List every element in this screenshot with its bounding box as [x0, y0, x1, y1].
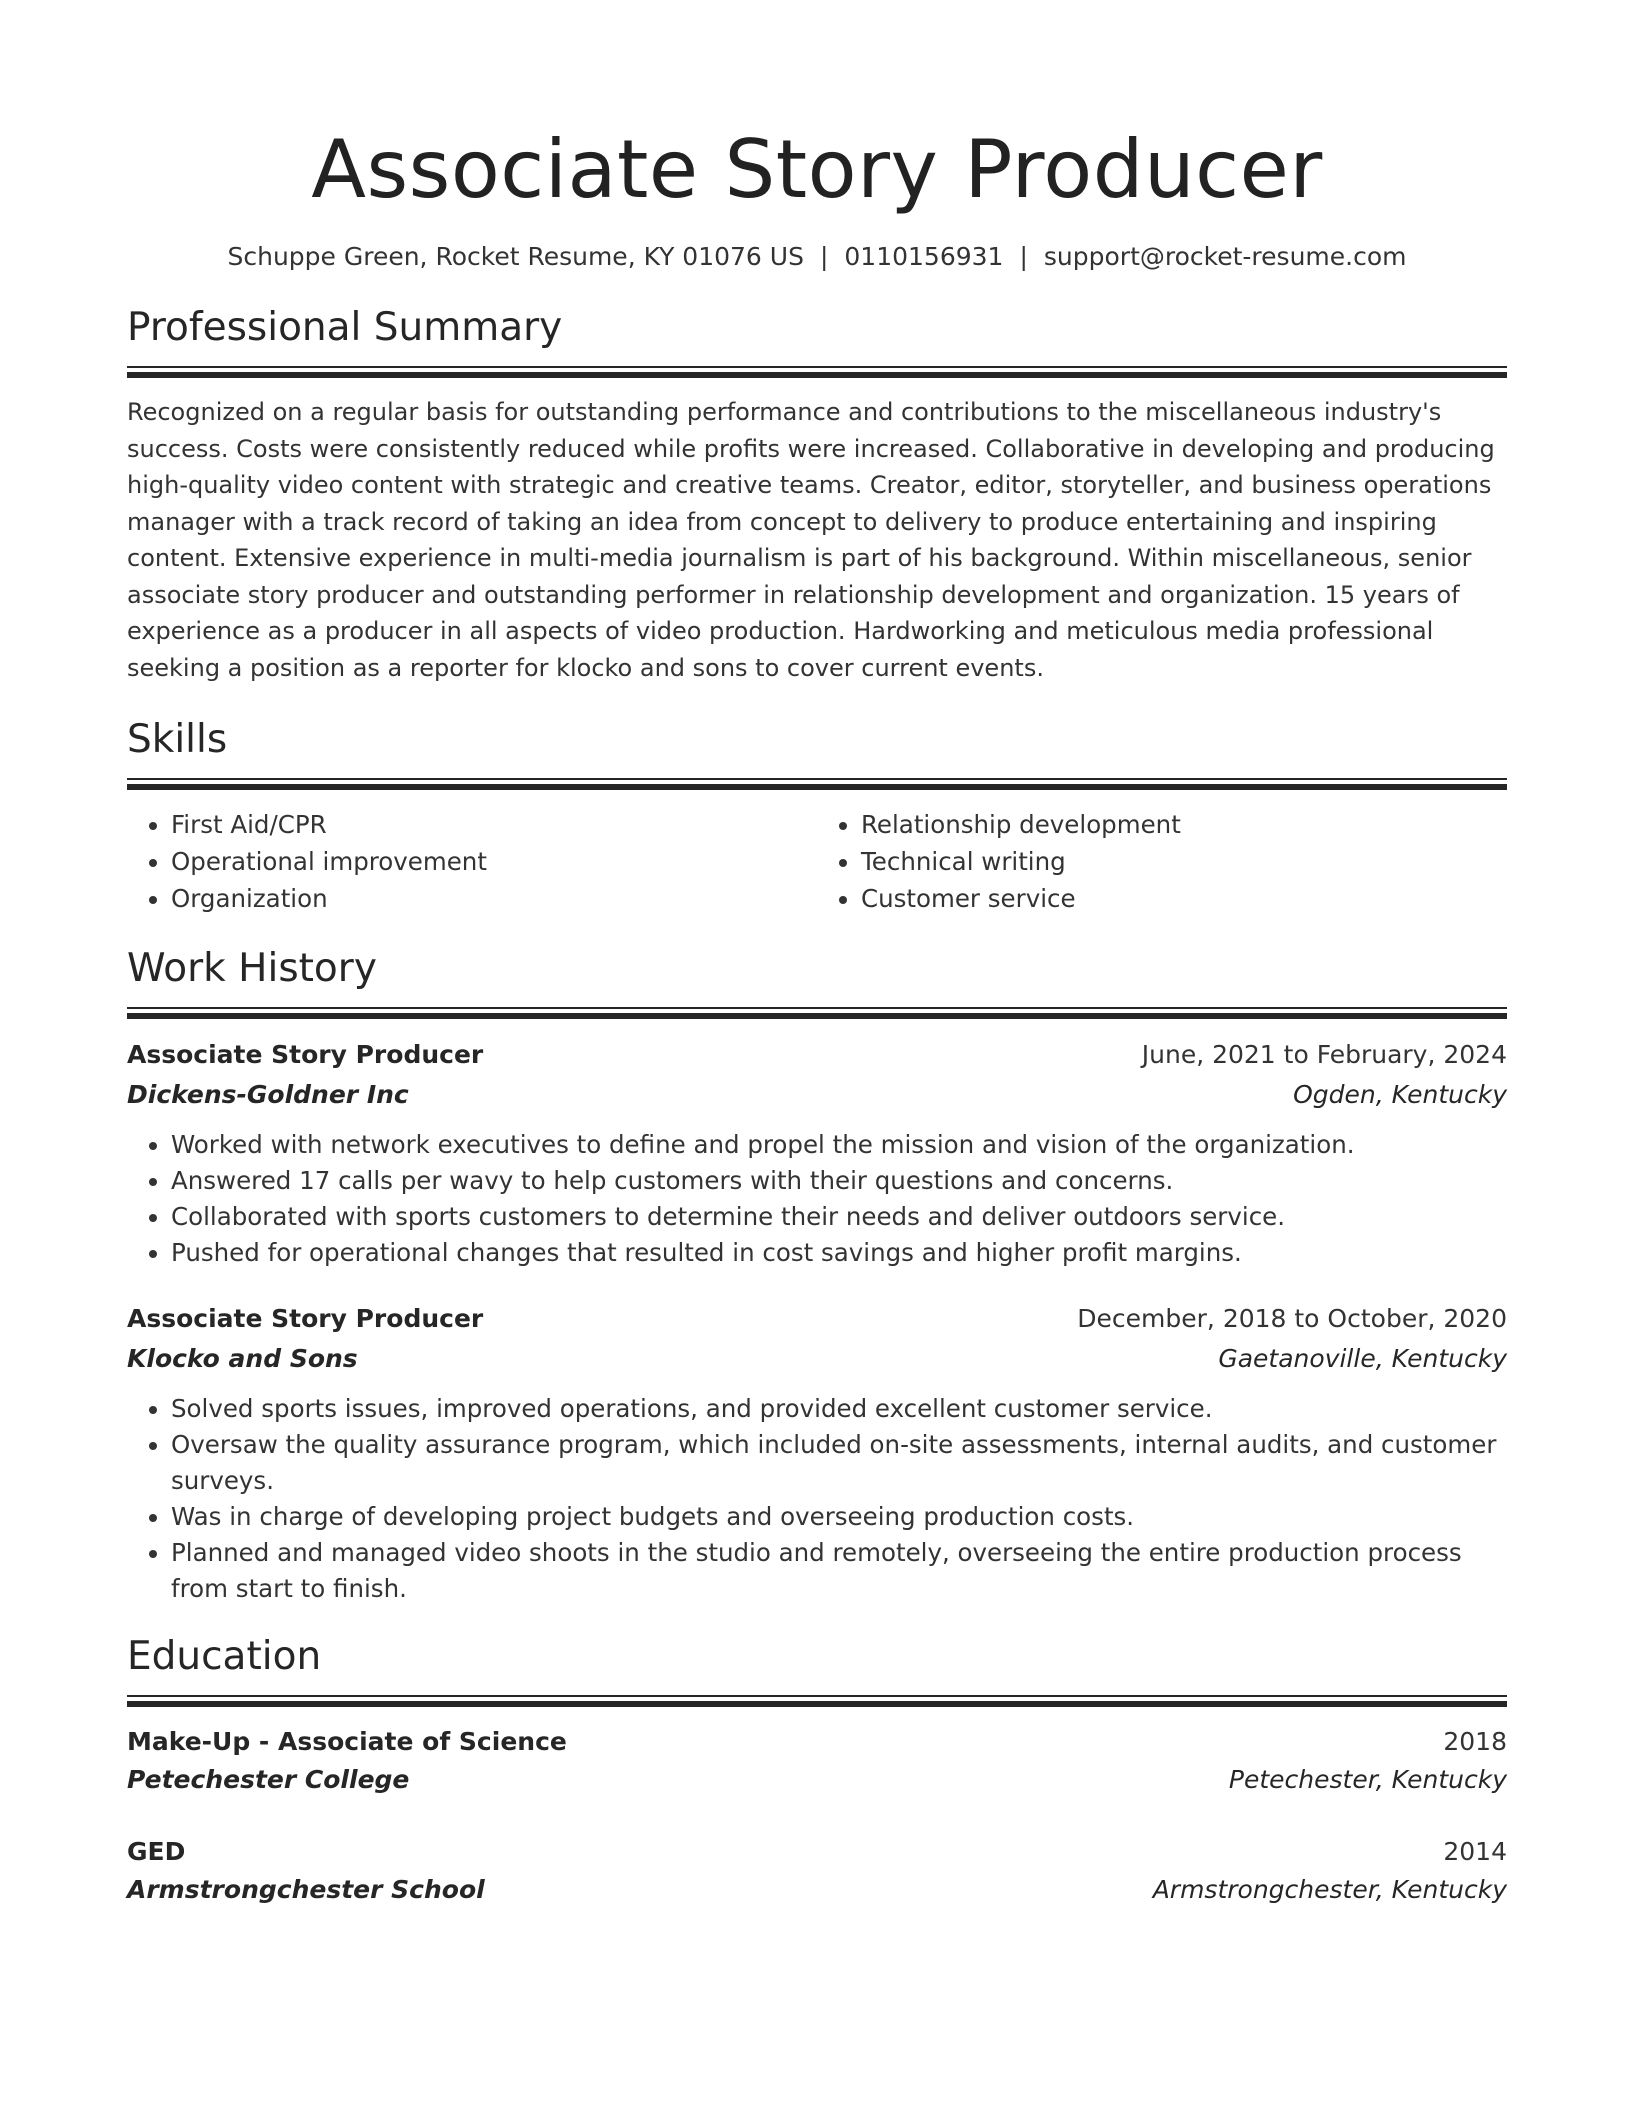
job-subheader — [127, 1339, 1507, 1379]
resume-page — [127, 120, 1507, 1909]
summary-text: Recognized on a regular basis for outstanding performance and contributions to the miscellaneous industry's success. Costs were consistently reduced while profits were increased. Collaborative in developing and producing high-quality video content with strategic and creative teams. Creator, editor, storyteller, and business operations manager with a track record of taking an idea from concept to delivery to produce entertaining and inspiring content. Extensive experience in multi-media journalism is part of his background. Within miscellaneous, senior associate story producer and outstanding performer in relationship development and organization. 15 years of experience as a producer in all aspects of video production. Hardworking and meticulous media professional seeking a position as a reporter for klocko and sons to cover current events. — [127, 398, 1495, 682]
section-divider — [127, 1695, 1507, 1707]
skills-column-left — [127, 806, 817, 917]
job-bullet: • Collaborated with sports customers to determine their needs and deliver outdoors service. — [171, 1199, 1507, 1235]
education-header — [127, 1723, 1507, 1761]
skills-list — [127, 806, 1507, 917]
job-bullet: • Solved sports issues, improved operations, and provided excellent customer service. — [171, 1391, 1507, 1427]
section-divider — [127, 1007, 1507, 1019]
education-header — [127, 1833, 1507, 1871]
job-header — [127, 1299, 1507, 1339]
job-location: Ogden, Kentucky — [1293, 1080, 1507, 1109]
resume-title: Associate Story Producer — [311, 123, 1323, 216]
contact-phone: 0110156931 — [844, 242, 1004, 271]
job-bullet: • Worked with network executives to define and propel the mission and vision of the organization. — [171, 1127, 1507, 1163]
contact-line — [127, 240, 1507, 274]
section-divider — [127, 366, 1507, 378]
education-location: Armstrongchester, Kentucky — [1152, 1875, 1507, 1904]
education-subheader — [127, 1761, 1507, 1799]
education-heading: Education — [127, 1634, 322, 1679]
job-entry — [127, 1299, 1507, 1607]
education-location: Petechester, Kentucky — [1228, 1765, 1507, 1794]
contact-email: support@rocket-resume.com — [1043, 242, 1407, 271]
skills-section — [127, 716, 1507, 917]
job-dates: December, 2018 to October, 2020 — [1077, 1304, 1507, 1333]
work-section — [127, 945, 1507, 1607]
skill-item: • Customer service — [861, 880, 1507, 917]
section-divider — [127, 778, 1507, 790]
work-heading: Work History — [127, 946, 377, 991]
job-bullet: • Answered 17 calls per wavy to help customers with their questions and concerns. — [171, 1163, 1507, 1199]
contact-separator: | — [819, 242, 829, 271]
education-subheader — [127, 1871, 1507, 1909]
skill-item: • Operational improvement — [171, 843, 817, 880]
contact-separator: | — [1019, 242, 1028, 271]
education-school: Petechester College — [127, 1765, 410, 1794]
skill-item: • First Aid/CPR — [171, 806, 817, 843]
job-title: Associate Story Producer — [127, 1040, 484, 1069]
skill-item: • Relationship development — [861, 806, 1507, 843]
skill-item: • Organization — [171, 880, 817, 917]
education-degree: Make-Up - Associate of Science — [127, 1727, 567, 1756]
education-entry — [127, 1833, 1507, 1909]
job-bullet: • Was in charge of developing project budgets and overseeing production costs. — [171, 1499, 1507, 1535]
job-location: Gaetanoville, Kentucky — [1218, 1344, 1507, 1373]
contact-address: Schuppe Green, Rocket Resume, KY 01076 US — [227, 242, 804, 271]
job-dates: June, 2021 to February, 2024 — [1141, 1040, 1507, 1069]
education-section — [127, 1633, 1507, 1909]
job-entry — [127, 1035, 1507, 1271]
summary-section — [127, 304, 1507, 686]
job-subheader — [127, 1075, 1507, 1115]
skills-column-right — [817, 806, 1507, 917]
job-bullets — [127, 1391, 1507, 1607]
job-bullet: • Oversaw the quality assurance program, which included on-site assessments, internal audits, and customer surveys. — [171, 1427, 1507, 1499]
education-year: 2014 — [1443, 1837, 1507, 1866]
skills-heading: Skills — [127, 717, 228, 762]
job-bullet: • Pushed for operational changes that resulted in cost savings and higher profit margins. — [171, 1235, 1507, 1271]
skill-item: • Technical writing — [861, 843, 1507, 880]
education-school: Armstrongchester School — [127, 1875, 485, 1904]
job-title: Associate Story Producer — [127, 1304, 484, 1333]
job-company: Dickens-Goldner Inc — [127, 1080, 409, 1109]
job-header — [127, 1035, 1507, 1075]
education-entry — [127, 1723, 1507, 1799]
job-bullets — [127, 1127, 1507, 1271]
education-year: 2018 — [1443, 1727, 1507, 1756]
education-degree: GED — [127, 1837, 186, 1866]
job-bullet: • Planned and managed video shoots in the studio and remotely, overseeing the entire production process from start to finish. — [171, 1535, 1507, 1607]
summary-heading: Professional Summary — [127, 305, 563, 350]
job-company: Klocko and Sons — [127, 1344, 358, 1373]
